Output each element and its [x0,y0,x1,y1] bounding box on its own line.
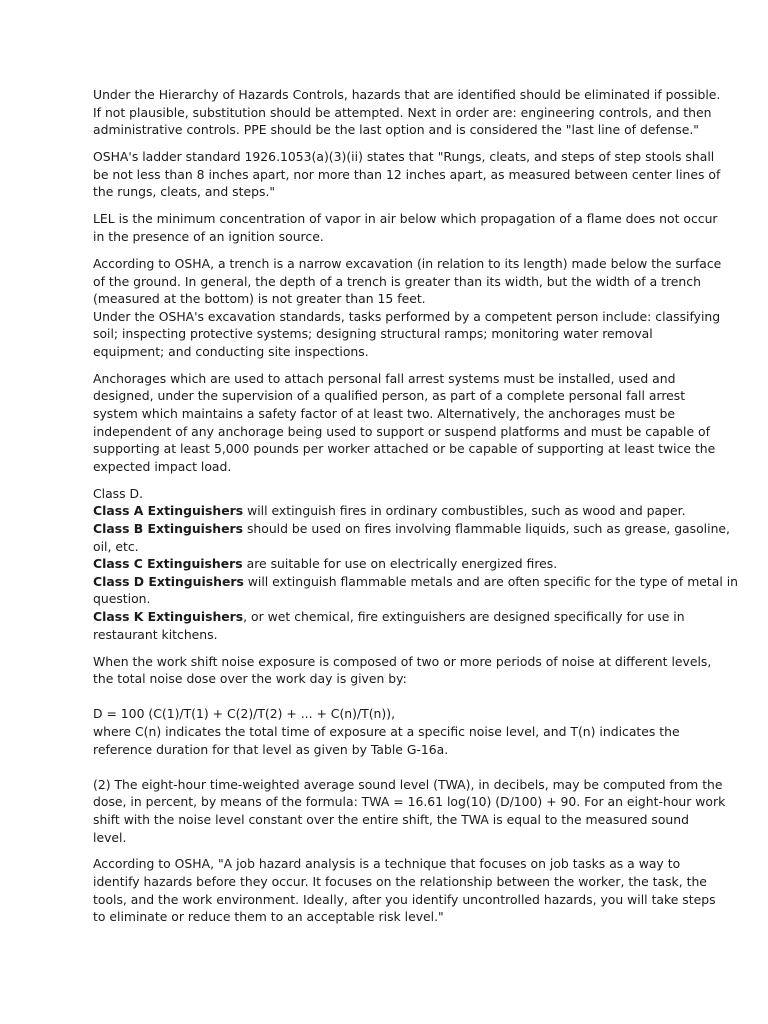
text-line: administrative controls. PPE should be the last option and is considered the "last line of defense." [93,122,700,138]
class-d-label: Class D Extinguishers [93,573,244,589]
text-line: (2) The eight-hour time-weighted average sound level (TWA), in decibels, may be computed from the [93,776,723,792]
text-line: When the work shift noise exposure is composed of two or more periods of noise at different levels, [93,653,712,669]
text-line: system which maintains a safety factor of at least two. Alternatively, the anchorages must be [93,406,676,422]
text-line: shift with the noise level constant over the entire shift, the TWA is equal to the measured sound [93,811,690,827]
text-line: expected impact load. [93,458,232,474]
paragraph-anchorages [93,370,716,476]
class-c-text: are suitable for use on electrically energized fires. [242,556,558,572]
class-a-text: will extinguish fires in ordinary combustibles, such as wood and paper. [243,503,686,519]
noise-formula: D = 100 (C(1)/T(1) + C(2)/T(2) + ... + C(n)/T(n)), [93,706,396,722]
text-line: be not less than 8 inches apart, nor more than 12 inches apart, as measured between center lines of [93,166,721,182]
text-line: LEL is the minimum concentration of vapor in air below which propagation of a flame does not occur [93,211,718,227]
text-line: According to OSHA, "A job hazard analysis is a technique that focuses on job tasks as a way to [93,856,681,872]
paragraph-noise-dose [93,653,726,847]
text-line: to eliminate or reduce them to an acceptable risk level." [93,909,444,925]
document-page [93,86,739,935]
text-line: equipment; and conducting site inspections. [93,343,369,359]
text-line: Anchorages which are used to attach personal fall arrest systems must be installed, used and [93,370,676,386]
text-line: designed, under the supervision of a qualified person, as part of a complete personal fall arrest [93,388,686,404]
class-k-line [93,608,685,626]
class-k-label: Class K Extinguishers [93,608,244,624]
text-line: Under the Hierarchy of Hazards Controls, hazards that are identified should be eliminated if possible. [93,87,721,102]
blank-line [93,758,677,776]
text-line: the total noise dose over the work day is given by: [93,671,407,687]
paragraph-extinguishers [93,485,739,643]
paragraph-trench [93,255,722,361]
text-line: If not plausible, substitution should be attempted. Next in order are: engineering controls, and then [93,104,712,120]
text-line: identify hazards before they occur. It focuses on the relationship between the worker, the task, the [93,874,707,890]
text-line: soil; inspecting protective systems; designing structural ramps; monitoring water removal [93,326,653,342]
text-line: dose, in percent, by means of the formula: TWA = 16.61 log(10) (D/100) + 90. For an eight-hour work [93,794,726,810]
text-line: tools, and the work environment. Ideally, after you identify uncontrolled hazards, you will take steps [93,891,716,907]
text-line: reference duration for that level as given by Table G-16a. [93,741,449,757]
paragraph-ladder-standard [93,148,721,201]
class-b-label: Class B Extinguishers [93,521,243,537]
class-b-text: should be used on fires involving flammable liquids, such as grease, gasoline, [243,521,730,537]
text-line: in the presence of an ignition source. [93,228,324,244]
class-d-text-cont: question. [93,591,151,607]
text-line: the rungs, cleats, and steps." [93,184,276,200]
class-d-line [93,573,739,591]
text-line: supporting at least 5,000 pounds per worker attached or be capable of supporting at least twice the [93,441,716,457]
text-line: level. [93,829,127,845]
paragraph-job-hazard-analysis [93,855,716,925]
text-line: of the ground. In general, the depth of a trench is greater than its width, but the width of a trench [93,273,701,289]
class-d-text: will extinguish flammable metals and are often specific for the type of metal in [243,573,739,589]
paragraph-hierarchy-of-controls [93,86,721,139]
class-c-label: Class C Extinguishers [93,556,243,572]
text-line: (measured at the bottom) is not greater than 15 feet. [93,291,426,307]
blank-line [93,688,677,706]
class-k-text-cont: restaurant kitchens. [93,626,218,642]
class-k-text: , or wet chemical, fire extinguishers are designed specifically for use in [243,608,685,624]
class-a-line [93,502,686,520]
class-a-label: Class A Extinguishers [93,503,244,519]
class-c-line [93,555,677,573]
class-b-line [93,520,730,538]
class-b-text-cont: oil, etc. [93,538,139,554]
paragraph-lel [93,210,718,245]
text-line: According to OSHA, a trench is a narrow excavation (in relation to its length) made below the surface [93,255,722,271]
text-line: Under the OSHA's excavation standards, tasks performed by a competent person include: classifying [93,308,721,324]
text-line: independent of any anchorage being used to support or suspend platforms and must be capable of [93,423,710,439]
text-line: OSHA's ladder standard 1926.1053(a)(3)(ii) states that "Rungs, cleats, and steps of step stools shall [93,149,715,165]
text-line: where C(n) indicates the total time of exposure at a specific noise level, and T(n) indicates the [93,723,680,739]
extinguisher-intro: Class D. [93,485,144,501]
